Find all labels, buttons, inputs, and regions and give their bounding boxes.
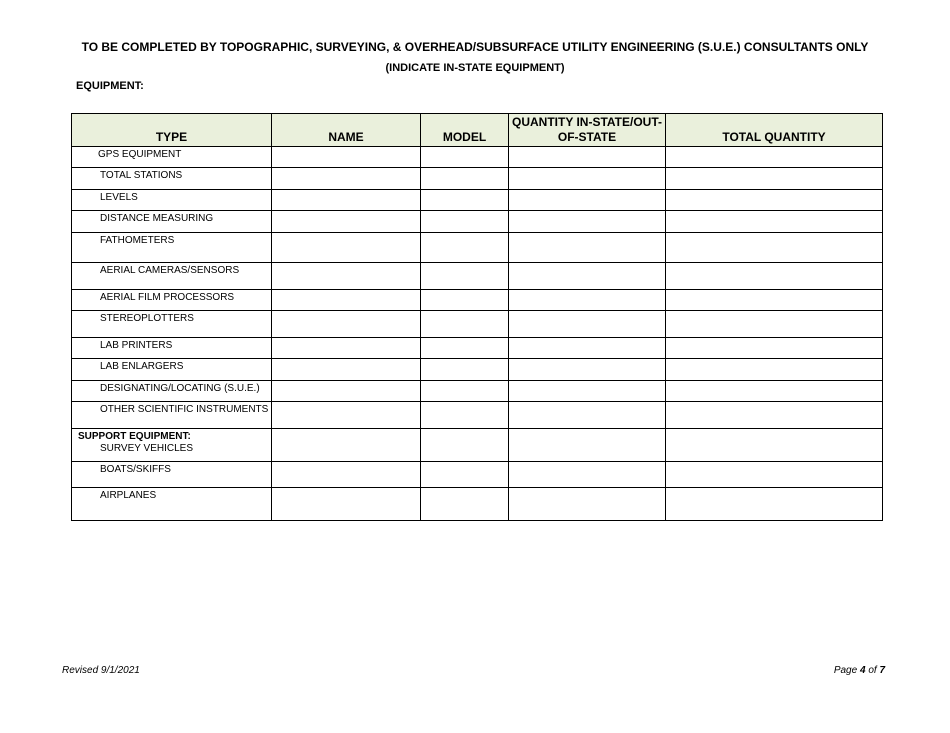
name-cell[interactable] xyxy=(272,290,421,311)
total-quantity-cell[interactable] xyxy=(666,263,883,290)
model-cell[interactable] xyxy=(421,211,509,233)
revised-date: Revised 9/1/2021 xyxy=(62,665,140,676)
quantity-cell[interactable] xyxy=(509,381,666,402)
table-row xyxy=(72,263,883,290)
column-header-name: NAME xyxy=(272,114,421,147)
name-cell[interactable] xyxy=(272,168,421,190)
total-quantity-cell[interactable] xyxy=(666,233,883,263)
table-row xyxy=(72,488,883,521)
table-row xyxy=(72,359,883,381)
model-cell[interactable] xyxy=(421,263,509,290)
quantity-cell[interactable] xyxy=(509,429,666,462)
model-cell[interactable] xyxy=(421,168,509,190)
quantity-cell[interactable] xyxy=(509,211,666,233)
row-type-boats-skiffs: BOATS/SKIFFS xyxy=(72,462,272,488)
name-cell[interactable] xyxy=(272,429,421,462)
row-type-support-survey-vehicles xyxy=(72,429,272,462)
quantity-cell[interactable] xyxy=(509,290,666,311)
quantity-cell[interactable] xyxy=(509,359,666,381)
row-type-airplanes: AIRPLANES xyxy=(72,488,272,521)
name-cell[interactable] xyxy=(272,147,421,168)
row-type-fathometers: FATHOMETERS xyxy=(72,233,272,263)
row-type-gps-equipment: GPS EQUIPMENT xyxy=(72,147,272,168)
section-label-equipment: EQUIPMENT: xyxy=(76,80,144,92)
total-quantity-cell[interactable] xyxy=(666,168,883,190)
total-quantity-cell[interactable] xyxy=(666,402,883,429)
table-row xyxy=(72,168,883,190)
model-cell[interactable] xyxy=(421,290,509,311)
model-cell[interactable] xyxy=(421,488,509,521)
total-quantity-cell[interactable] xyxy=(666,381,883,402)
page-of: of xyxy=(868,665,877,676)
total-quantity-cell[interactable] xyxy=(666,462,883,488)
table-row xyxy=(72,147,883,168)
quantity-cell[interactable] xyxy=(509,402,666,429)
page-prefix: Page xyxy=(833,665,858,676)
name-cell[interactable] xyxy=(272,488,421,521)
quantity-cell[interactable] xyxy=(509,488,666,521)
name-cell[interactable] xyxy=(272,211,421,233)
quantity-cell[interactable] xyxy=(509,190,666,211)
model-cell[interactable] xyxy=(421,381,509,402)
column-header-type: TYPE xyxy=(72,114,272,147)
name-cell[interactable] xyxy=(272,402,421,429)
row-type-distance-measuring: DISTANCE MEASURING xyxy=(72,211,272,233)
table-row xyxy=(72,462,883,488)
total-quantity-cell[interactable] xyxy=(666,311,883,338)
row-type-levels: LEVELS xyxy=(72,190,272,211)
model-cell[interactable] xyxy=(421,359,509,381)
quantity-cell[interactable] xyxy=(509,311,666,338)
name-cell[interactable] xyxy=(272,233,421,263)
quantity-cell[interactable] xyxy=(509,233,666,263)
model-cell[interactable] xyxy=(421,190,509,211)
name-cell[interactable] xyxy=(272,381,421,402)
name-cell[interactable] xyxy=(272,311,421,338)
column-header-quantity-line1: QUANTITY IN-STATE/OUT- xyxy=(512,115,662,129)
support-row-survey-vehicles: SURVEY VEHICLES xyxy=(100,443,194,454)
row-type-stereoplotters: STEREOPLOTTERS xyxy=(72,311,272,338)
page-number xyxy=(834,665,885,676)
name-cell[interactable] xyxy=(272,359,421,381)
total-quantity-cell[interactable] xyxy=(666,147,883,168)
column-header-model: MODEL xyxy=(421,114,509,147)
column-header-quantity xyxy=(509,114,666,147)
column-header-quantity-line2: OF-STATE xyxy=(557,130,617,144)
model-cell[interactable] xyxy=(421,338,509,359)
support-equipment-heading: SUPPORT EQUIPMENT: xyxy=(78,431,191,442)
column-header-total-quantity: TOTAL QUANTITY xyxy=(666,114,883,147)
name-cell[interactable] xyxy=(272,338,421,359)
table-row xyxy=(72,338,883,359)
model-cell[interactable] xyxy=(421,147,509,168)
quantity-cell[interactable] xyxy=(509,147,666,168)
total-quantity-cell[interactable] xyxy=(666,488,883,521)
total-quantity-cell[interactable] xyxy=(666,211,883,233)
quantity-cell[interactable] xyxy=(509,462,666,488)
table-header-row xyxy=(72,114,883,147)
total-quantity-cell[interactable] xyxy=(666,190,883,211)
name-cell[interactable] xyxy=(272,462,421,488)
page-subtitle: (INDICATE IN-STATE EQUIPMENT) xyxy=(385,62,565,74)
row-type-aerial-cameras-sensors: AERIAL CAMERAS/SENSORS xyxy=(72,263,272,290)
model-cell[interactable] xyxy=(421,233,509,263)
table-row xyxy=(72,381,883,402)
table-row xyxy=(72,311,883,338)
quantity-cell[interactable] xyxy=(509,263,666,290)
page-total: 7 xyxy=(879,665,885,676)
page-current: 4 xyxy=(859,665,866,676)
total-quantity-cell[interactable] xyxy=(666,429,883,462)
total-quantity-cell[interactable] xyxy=(666,359,883,381)
row-type-aerial-film-processors: AERIAL FILM PROCESSORS xyxy=(72,290,272,311)
table-row xyxy=(72,429,883,462)
model-cell[interactable] xyxy=(421,402,509,429)
model-cell[interactable] xyxy=(421,462,509,488)
table-row xyxy=(72,290,883,311)
name-cell[interactable] xyxy=(272,263,421,290)
quantity-cell[interactable] xyxy=(509,338,666,359)
row-type-other-scientific-instruments: OTHER SCIENTIFIC INSTRUMENTS xyxy=(72,402,272,429)
row-type-total-stations: TOTAL STATIONS xyxy=(72,168,272,190)
name-cell[interactable] xyxy=(272,190,421,211)
model-cell[interactable] xyxy=(421,311,509,338)
total-quantity-cell[interactable] xyxy=(666,338,883,359)
row-type-lab-enlargers: LAB ENLARGERS xyxy=(72,359,272,381)
table-row xyxy=(72,402,883,429)
model-cell[interactable] xyxy=(421,429,509,462)
page-title: TO BE COMPLETED BY TOPOGRAPHIC, SURVEYING, & OVERHEAD/SUBSURFACE UTILITY ENGINEERING (S.U.E.) CONSULTANTS ONLY xyxy=(81,40,869,54)
row-type-designating-locating: DESIGNATING/LOCATING (S.U.E.) xyxy=(72,381,272,402)
table-row xyxy=(72,190,883,211)
row-type-lab-printers: LAB PRINTERS xyxy=(72,338,272,359)
total-quantity-cell[interactable] xyxy=(666,290,883,311)
equipment-table xyxy=(71,113,883,521)
quantity-cell[interactable] xyxy=(509,168,666,190)
table-row xyxy=(72,211,883,233)
table-row xyxy=(72,233,883,263)
